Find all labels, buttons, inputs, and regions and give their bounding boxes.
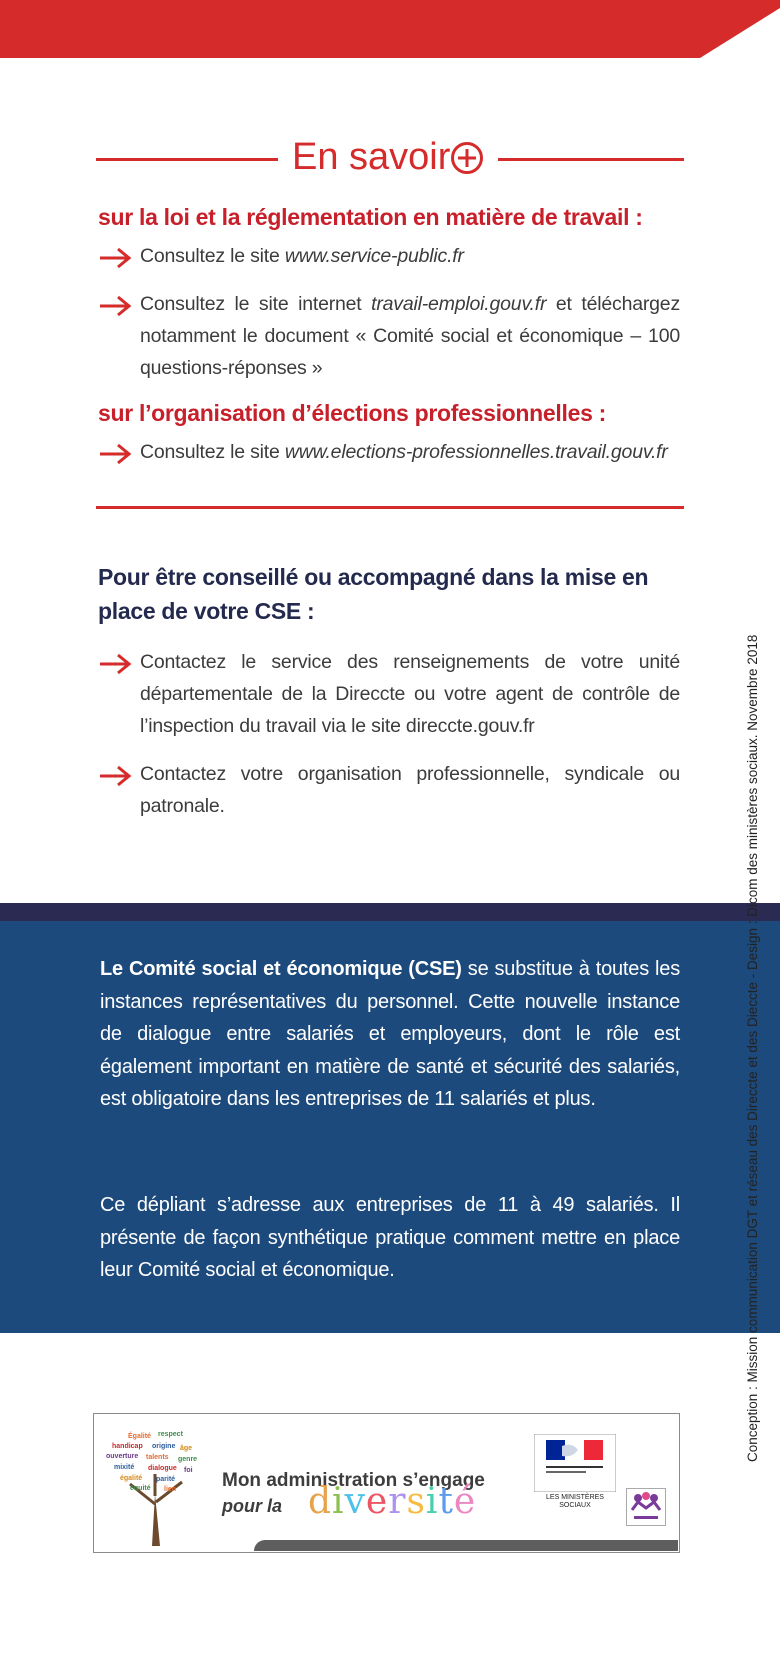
diversite-letter: r [388,1481,407,1522]
depliant-description: Ce dépliant s’adresse aux entreprises de 11 à 49 salariés. Il présente de façon synthétique pratique comment mettre en place leur Comité social et économique. [100,1194,680,1281]
item-text: Consultez le site [140,245,285,267]
diversite-letter: d [308,1481,333,1522]
item-text: Contactez le service des renseignements de votre unité départementale de la Direccte ou votre agent de contrôle de l’inspection du travail via le site direccte.gouv.fr [140,651,680,737]
link-service-public[interactable]: www.service-public.fr [284,245,464,267]
list-item [98,436,680,468]
svg-text:parité: parité [156,1476,176,1483]
link-travail-emploi[interactable]: travail-emploi.gouv.fr [371,293,547,315]
pour-la-text: pour la [222,1496,283,1516]
arrow-right-icon [98,443,132,465]
diversite-letter: é [453,1481,477,1522]
arrow-right-icon [98,247,132,269]
word-tree-logo [100,1424,210,1546]
svg-text:respect: respect [158,1431,183,1438]
list-item [98,288,680,384]
item-text: Consultez le site internet [140,293,372,315]
footer-grey-bar [254,1540,678,1551]
section-heading-conseil: Pour être conseillé ou accompagné dans la mise en [98,564,649,590]
svg-text:ouverture: ouverture [106,1453,139,1460]
svg-text:Égalité: Égalité [128,1433,151,1440]
svg-text:genre: genre [178,1456,198,1463]
svg-text:foi: foi [184,1467,193,1474]
item-text: Consultez le site [140,441,285,463]
marianne-logo [534,1434,616,1492]
section-heading-elections: sur l’organisation d’élections professionnelles : [98,400,607,426]
arrow-right-icon [98,653,132,675]
ministeres-sociaux-label: LES MINISTÈRES SOCIAUX [546,1494,604,1509]
engage-text: Mon administration s’engage [222,1470,485,1491]
top-red-band [0,0,780,58]
diversity-label-icon [626,1488,666,1526]
svg-text:équité: équité [130,1485,151,1492]
diversite-letter: v [344,1481,366,1522]
navy-divider-strip [0,903,780,921]
diversite-letter: s [406,1481,426,1522]
cse-description [100,953,680,1116]
cse-description-rest: se substitue à toutes les instances représentatives du personnel. Cette nouvelle instance de dialogue entre salariés et employeurs, dont le rôle est également important en matière de santé et sécurité des salariés, est obligatoire dans les entreprises de 11 salariés et plus. [100,958,680,1110]
diversity-logo-box [93,1413,680,1553]
svg-text:talents: talents [146,1454,169,1461]
svg-text:origine: origine [152,1443,176,1450]
item-text: et téléchargez notamment le document « Comité social et économique – 100 questions-réponses » [140,293,680,379]
arrow-right-icon [98,765,132,787]
list-item [98,240,680,272]
arrow-right-icon [98,295,132,317]
diversite-letter: i [425,1481,439,1522]
cse-bold-term: Le Comité social et économique (CSE) [100,958,462,980]
list-item [98,758,680,822]
diversite-letter: t [438,1481,454,1522]
link-elections[interactable]: www.elections-professionnelles.travail.gouv.fr [284,441,668,463]
diversite-word [308,1480,476,1524]
svg-text:dialogue: dialogue [148,1465,177,1472]
section-heading-loi: sur la loi et la réglementation en matière de travail : [98,204,643,230]
section-heading-conseil-line2: place de votre CSE : [98,598,315,624]
svg-text:handicap: handicap [112,1443,143,1450]
title-rule-right [498,158,684,161]
credits-vertical-text: Conception : Mission communication DGT et réseau des Direccte et des Dieccte - Design : Dicom des ministères sociaux. Novembre 2018 [745,634,760,1462]
cse-info-box [0,921,780,1333]
list-item [98,646,680,742]
section-separator [96,506,684,509]
svg-text:lien: lien [164,1486,177,1493]
circled-plus-icon [450,141,484,175]
title-rule-left [96,158,278,161]
en-savoir-title: En savoir [292,136,451,178]
diversite-letter: e [365,1481,389,1522]
diversite-letter: i [332,1481,345,1522]
svg-text:âge: âge [180,1445,193,1452]
item-text: Contactez votre organisation professionnelle, syndicale ou patronale. [140,763,680,817]
en-savoir-title-row [96,134,684,184]
svg-text:mixité: mixité [114,1464,135,1471]
svg-text:égalité: égalité [120,1475,143,1482]
